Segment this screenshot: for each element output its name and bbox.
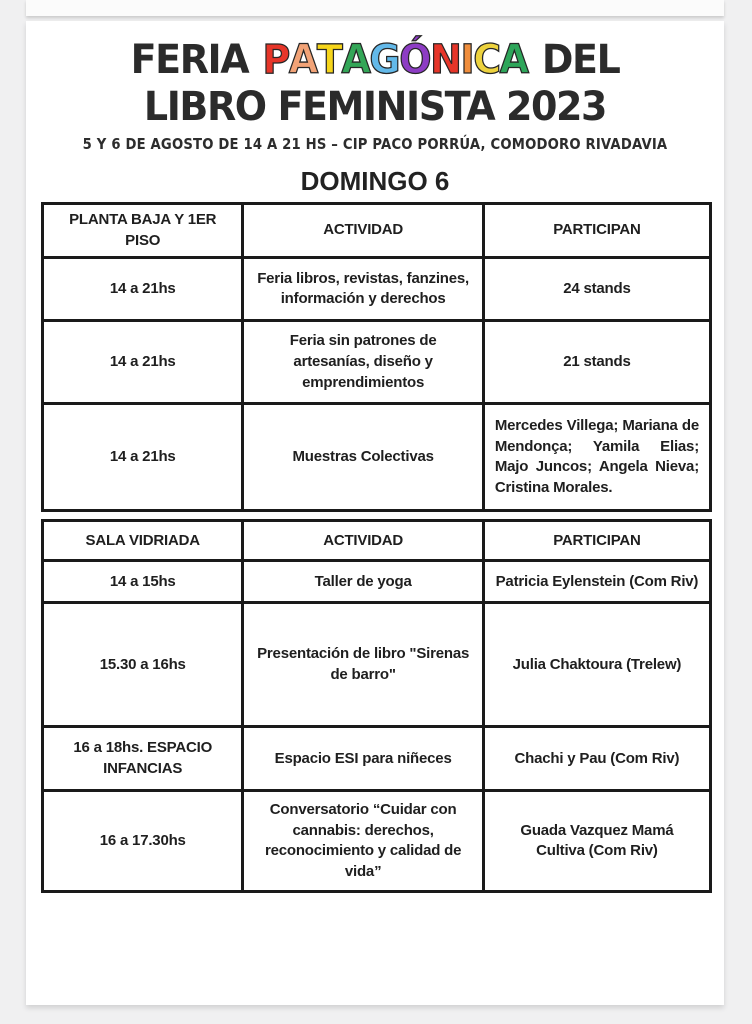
table-cell: Feria libros, revistas, fanzines, información y derechos: [243, 258, 483, 321]
table-cell: Mercedes Villega; Mariana de Mendonça; Yamila Elias; Majo Juncos; Angela Nieva; Cristina Morales.: [483, 404, 710, 511]
title-line-2: LIBRO FEMINISTA 2023: [143, 84, 607, 130]
table-cell: 14 a 15hs: [43, 561, 243, 603]
table-row: [43, 791, 711, 892]
column-header: SALA VIDRIADA: [43, 521, 243, 561]
flyer-card: [26, 21, 724, 1005]
table-row: [43, 321, 711, 404]
table-row: [43, 603, 711, 727]
rainbow-letter: P: [262, 37, 289, 83]
rainbow-letter: Ó: [399, 37, 431, 83]
table-cell: Feria sin patrones de artesanías, diseño y emprendimientos: [243, 321, 483, 404]
table-cell: 14 a 21hs: [43, 404, 243, 511]
column-header: PARTICIPAN: [483, 521, 710, 561]
rainbow-letter: A: [341, 37, 370, 83]
table-cell: 15.30 a 16hs: [43, 603, 243, 727]
header-row: [43, 204, 711, 258]
column-header: PLANTA BAJA Y 1ER PISO: [43, 204, 243, 258]
column-header: PARTICIPAN: [483, 204, 710, 258]
table-cell: Chachi y Pau (Com Riv): [483, 727, 710, 791]
title-word-del: DEL: [541, 37, 620, 83]
table-row: [43, 404, 711, 511]
rainbow-letter: A: [499, 37, 528, 83]
table-cell: 16 a 18hs. ESPACIO INFANCIAS: [43, 727, 243, 791]
rainbow-letter: N: [430, 37, 461, 83]
table-cell: 21 stands: [483, 321, 710, 404]
title-word-feria: FERIA: [130, 37, 249, 83]
table-cell: Espacio ESI para niñeces: [243, 727, 483, 791]
rainbow-letter: G: [369, 37, 400, 83]
table-cell: Conversatorio “Cuidar con cannabis: derechos, reconocimiento y calidad de vida”: [243, 791, 483, 892]
table-row: [43, 727, 711, 791]
header-row: [43, 521, 711, 561]
day-heading: DOMINGO 6: [300, 166, 450, 196]
title-line-1: [43, 37, 706, 84]
column-header: ACTIVIDAD: [243, 521, 483, 561]
table-row: [43, 561, 711, 603]
rainbow-letter: C: [473, 37, 500, 83]
table-cell: Taller de yoga: [243, 561, 483, 603]
table-row: [43, 258, 711, 321]
column-header: ACTIVIDAD: [243, 204, 483, 258]
table-cell: Guada Vazquez Mamá Cultiva (Com Riv): [483, 791, 710, 892]
schedule-table-planta-baja: [41, 202, 712, 512]
schedule-table-sala-vidriada: [41, 519, 712, 893]
event-subtitle: 5 Y 6 DE AGOSTO DE 14 A 21 HS – CIP PACO PORRÚA, COMODORO RIVADAVIA: [82, 135, 668, 153]
table-cell: Julia Chaktoura (Trelew): [483, 603, 710, 727]
rainbow-letter: T: [316, 37, 342, 83]
table-cell: 14 a 21hs: [43, 258, 243, 321]
table-cell: 16 a 17.30hs: [43, 791, 243, 892]
table-cell: Patricia Eylenstein (Com Riv): [483, 561, 710, 603]
poster-title: [43, 37, 706, 131]
rainbow-letter: A: [288, 37, 317, 83]
table-cell: Presentación de libro "Sirenas de barro": [243, 603, 483, 727]
rainbow-word: [262, 37, 527, 84]
rainbow-letter: I: [460, 37, 474, 83]
table-cell: Muestras Colectivas: [243, 404, 483, 511]
table-cell: 24 stands: [483, 258, 710, 321]
previous-page-edge: [26, 0, 724, 16]
table-cell: 14 a 21hs: [43, 321, 243, 404]
